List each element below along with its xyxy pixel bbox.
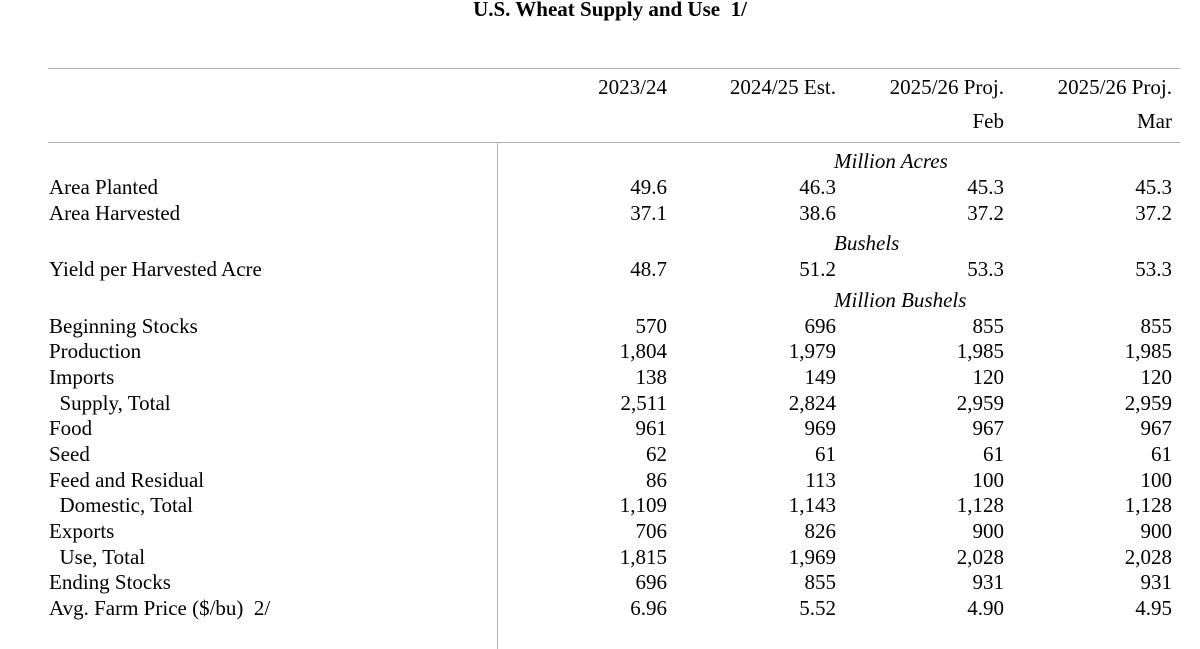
table-cell: 37.2 <box>1135 201 1172 225</box>
table-cell: 570 <box>635 314 667 338</box>
column-subheader-mar: Mar <box>1137 109 1172 133</box>
column-header-2025-26-proj-mar: 2025/26 Proj. <box>1057 75 1172 99</box>
column-header-2025-26-proj-feb: 2025/26 Proj. <box>889 75 1004 99</box>
table-cell: 1,969 <box>788 545 836 569</box>
column-divider <box>497 143 498 649</box>
table-cell: 1,128 <box>1124 493 1172 517</box>
column-header-2023-24: 2023/24 <box>598 75 667 99</box>
table-cell: 1,143 <box>788 493 836 517</box>
table-cell: 706 <box>635 519 667 543</box>
table-cell: 931 <box>1140 570 1172 594</box>
row-label-avg-farm-price: Avg. Farm Price ($/bu) 2/ <box>49 596 271 620</box>
row-label-domestic-total: Domestic, Total <box>49 493 193 517</box>
table-cell: 2,959 <box>1124 391 1172 415</box>
table-cell: 1,985 <box>1124 339 1172 363</box>
table-cell: 51.2 <box>799 257 836 281</box>
row-label-ending-stocks: Ending Stocks <box>49 570 171 594</box>
table-cell: 149 <box>804 365 836 389</box>
table-cell: 53.3 <box>1135 257 1172 281</box>
header-bottom-rule <box>48 142 1180 143</box>
table-cell: 48.7 <box>630 257 667 281</box>
table-cell: 855 <box>804 570 836 594</box>
table-cell: 138 <box>635 365 667 389</box>
table-cell: 855 <box>972 314 1004 338</box>
table-cell: 961 <box>635 416 667 440</box>
row-label-imports: Imports <box>49 365 115 389</box>
row-label-yield: Yield per Harvested Acre <box>49 257 262 281</box>
row-label-beginning-stocks: Beginning Stocks <box>49 314 198 338</box>
table-cell: 61 <box>1151 442 1172 466</box>
table-cell: 855 <box>1140 314 1172 338</box>
table-cell: 62 <box>646 442 667 466</box>
table-cell: 6.96 <box>630 596 667 620</box>
table-cell: 826 <box>804 519 836 543</box>
table-cell: 967 <box>972 416 1004 440</box>
table-cell: 5.52 <box>799 596 836 620</box>
table-cell: 46.3 <box>799 175 836 199</box>
table-cell: 1,804 <box>619 339 667 363</box>
table-cell: 2,824 <box>788 391 836 415</box>
table-cell: 49.6 <box>630 175 667 199</box>
unit-label-million-acres: Million Acres <box>834 149 948 173</box>
table-cell: 2,028 <box>1124 545 1172 569</box>
table-cell: 931 <box>972 570 1004 594</box>
row-label-exports: Exports <box>49 519 115 543</box>
table-cell: 120 <box>1140 365 1172 389</box>
table-cell: 86 <box>646 468 667 492</box>
table-cell: 37.2 <box>967 201 1004 225</box>
table-cell: 37.1 <box>630 201 667 225</box>
table-cell: 1,979 <box>788 339 836 363</box>
table-cell: 61 <box>815 442 836 466</box>
table-cell: 53.3 <box>967 257 1004 281</box>
row-label-feed-and-residual: Feed and Residual <box>49 468 205 492</box>
table-cell: 2,511 <box>620 391 667 415</box>
header-top-rule <box>48 68 1180 69</box>
table-cell: 900 <box>972 519 1004 543</box>
table-cell: 696 <box>635 570 667 594</box>
table-cell: 100 <box>972 468 1004 492</box>
table-cell: 696 <box>804 314 836 338</box>
table-cell: 900 <box>1140 519 1172 543</box>
table-cell: 2,028 <box>956 545 1004 569</box>
table-cell: 61 <box>983 442 1004 466</box>
table-cell: 967 <box>1140 416 1172 440</box>
row-label-area-planted: Area Planted <box>49 175 159 199</box>
table-title: U.S. Wheat Supply and Use 1/ <box>473 0 747 21</box>
table-cell: 113 <box>805 468 836 492</box>
table-cell: 38.6 <box>799 201 836 225</box>
unit-label-bushels: Bushels <box>834 231 900 255</box>
column-subheader-feb: Feb <box>972 109 1004 133</box>
unit-label-million-bushels: Million Bushels <box>834 288 967 312</box>
table-cell: 2,959 <box>956 391 1004 415</box>
table-cell: 969 <box>804 416 836 440</box>
row-label-supply-total: Supply, Total <box>49 391 171 415</box>
table-cell: 4.90 <box>967 596 1004 620</box>
table-cell: 1,128 <box>956 493 1004 517</box>
table-cell: 4.95 <box>1135 596 1172 620</box>
table-cell: 45.3 <box>967 175 1004 199</box>
table-cell: 100 <box>1140 468 1172 492</box>
row-label-seed: Seed <box>49 442 90 466</box>
table-cell: 120 <box>972 365 1004 389</box>
table-cell: 45.3 <box>1135 175 1172 199</box>
row-label-use-total: Use, Total <box>49 545 146 569</box>
row-label-production: Production <box>49 339 142 363</box>
column-header-2024-25-est: 2024/25 Est. <box>729 75 836 99</box>
table-cell: 1,985 <box>956 339 1004 363</box>
table-cell: 1,815 <box>619 545 667 569</box>
row-label-food: Food <box>49 416 93 440</box>
row-label-area-harvested: Area Harvested <box>49 201 181 225</box>
table-cell: 1,109 <box>619 493 667 517</box>
